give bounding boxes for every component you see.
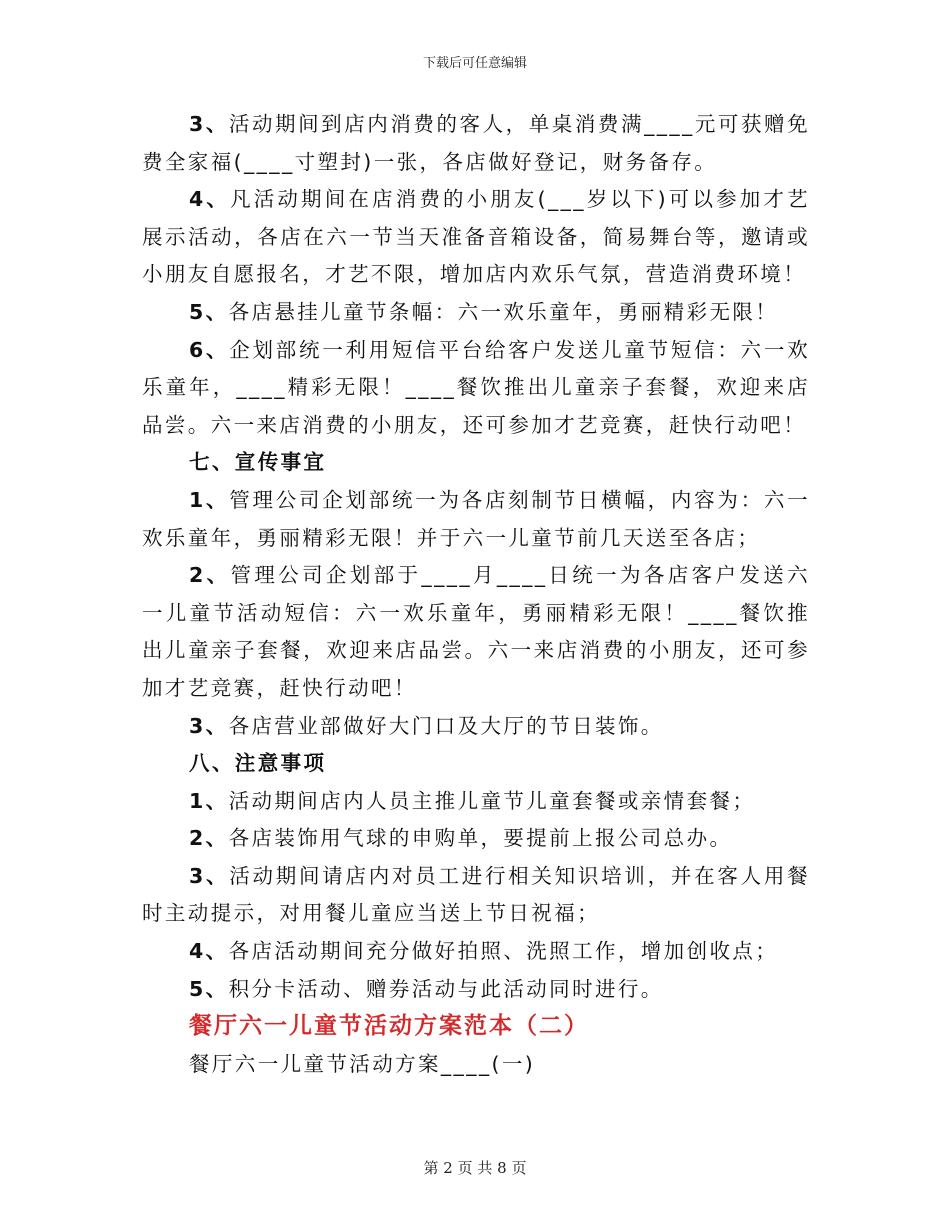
paragraph: 2、各店装饰用气球的申购单，要提前上报公司总办。 xyxy=(189,826,733,851)
paragraph: 5、各店悬挂儿童节条幅：六一欢乐童年，勇丽精彩无限！ xyxy=(189,299,779,324)
subtitle: 餐厅六一儿童节活动方案____(一) xyxy=(189,1051,536,1076)
paragraph: 1、管理公司企划部统一为各店刻制节日横幅，内容为：六一欢乐童年，勇丽精彩无限！并于六一儿童节前几天送至各店； xyxy=(142,487,810,550)
document-body xyxy=(142,106,810,1083)
section-heading: 七、宣传事宜 xyxy=(189,450,327,475)
paragraph: 4、各店活动期间充分做好拍照、洗照工作，增加创收点； xyxy=(189,939,779,964)
paragraph: 2、管理公司企划部于____月____日统一为各店客户发送六一儿童节活动短信：六一欢乐童年，勇丽精彩无限！____餐饮推出儿童亲子套餐，欢迎来店品尝。六一来店消费的小朋友，还可参加才艺竞赛，赶快行动吧！ xyxy=(142,563,810,700)
paragraph: 3、活动期间到店内消费的客人，单桌消费满____元可获赠免费全家福(____寸塑封)一张，各店做好登记，财务备存。 xyxy=(142,112,810,174)
section-title: 餐厅六一儿童节活动方案范本（二） xyxy=(189,1013,589,1040)
paragraph: 6、企划部统一利用短信平台给客户发送儿童节短信：六一欢乐童年，____精彩无限！____餐饮推出儿童亲子套餐，欢迎来店品尝。六一来店消费的小朋友，还可参加才艺竞赛，赶快行动吧！ xyxy=(142,337,810,437)
page-footer: 第 2 页 共 8 页 xyxy=(423,1159,527,1177)
section-heading: 八、注意事项 xyxy=(189,751,327,776)
paragraph: 1、活动期间店内人员主推儿童节儿童套餐或亲情套餐； xyxy=(189,788,756,813)
paragraph: 3、各店营业部做好大门口及大厅的节日装饰。 xyxy=(189,713,664,738)
page-header: 下载后可任意编辑 xyxy=(422,56,527,71)
paragraph: 4、凡活动期间在店消费的小朋友(___岁以下)可以参加才艺展示活动，各店在六一节当天准备音箱设备，简易舞台等，邀请或小朋友自愿报名，才艺不限，增加店内欢乐气氛，营造消费环境！ xyxy=(142,187,810,287)
paragraph: 3、活动期间请店内对员工进行相关知识培训，并在客人用餐时主动提示，对用餐儿童应当送上节日祝福； xyxy=(142,863,810,926)
paragraph: 5、积分卡活动、赠券活动与此活动同时进行。 xyxy=(189,976,664,1001)
